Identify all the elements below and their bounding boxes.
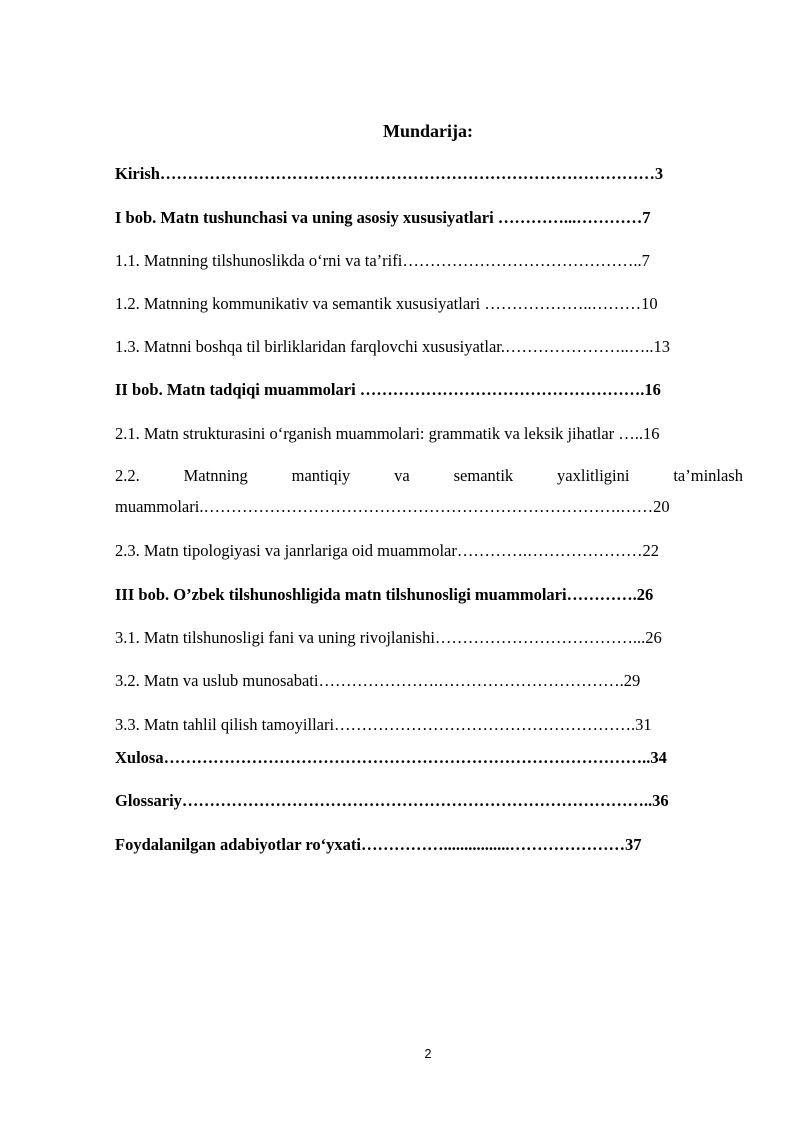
toc-entry-conclusion: Xulosa……………………………………………………………………………..34 [115,748,667,767]
toc-entry-3-2: 3.2. Matn va uslub munosabati………………….…………………………….29 [115,671,641,690]
toc-word: Matnning [183,466,248,485]
toc-word: ta’minlash [673,466,743,485]
toc-entry-3-3: 3.3. Matn tahlil qilish tamoyillari……………………………………………….31 [115,715,652,734]
toc-entry-introduction: Kirish………………………………………………………………………………3 [115,164,664,183]
toc-entry-2-2 [115,465,747,518]
toc-entry-3-1: 3.1. Matn tilshunosligi fani va uning rivojlanishi………………………………...26 [115,628,662,647]
toc-title: Mundarija: [383,121,473,141]
toc-entry-2-1: 2.1. Matn strukturasini o‘rganish muammolari: grammatik va leksik jihatlar …..16 [115,424,660,443]
toc-entry-glossary: Glossariy…………………………………………………………………………..36 [115,791,669,810]
toc-entry-chapter-1: I bob. Matn tushunchasi va uning asosiy xususiyatlari …………...…………7 [115,208,651,227]
toc-word: 2.2. [115,466,140,485]
toc-entry-1-1: 1.1. Matnning tilshunoslikda o‘rni va ta’rifi……………………………………..7 [115,251,650,270]
toc-entry-2-2-line-2: muammolari.………………………………………………………………….……20 [115,497,670,516]
toc-entry-chapter-2: II bob. Matn tadqiqi muammolari …………………………………………….16 [115,380,661,399]
toc-word: yaxlitligini [557,466,630,485]
toc-word: va [394,466,410,485]
toc-entry-1-2: 1.2. Matnning kommunikativ va semantik xususiyatlari ………………..………10 [115,294,658,313]
toc-entry-1-3: 1.3. Matnni boshqa til birliklaridan farqlovchi xususiyatlar.…………………..…..13 [115,337,670,356]
toc-word: semantik [453,466,514,485]
toc-entry-2-3: 2.3. Matn tipologiyasi va janrlariga oid muammolar………….…………………22 [115,541,659,560]
toc-entry-2-2-line-1 [115,465,743,487]
toc-word: mantiqiy [291,466,351,485]
page-number: 2 [424,1047,432,1061]
toc-entry-chapter-3: III bob. O’zbek tilshunoshligida matn tilshunosligi muammolari………….26 [115,585,654,604]
toc-entry-references: Foydalanilgan adabiyotlar ro‘yxati……………................…………………37 [115,835,642,854]
